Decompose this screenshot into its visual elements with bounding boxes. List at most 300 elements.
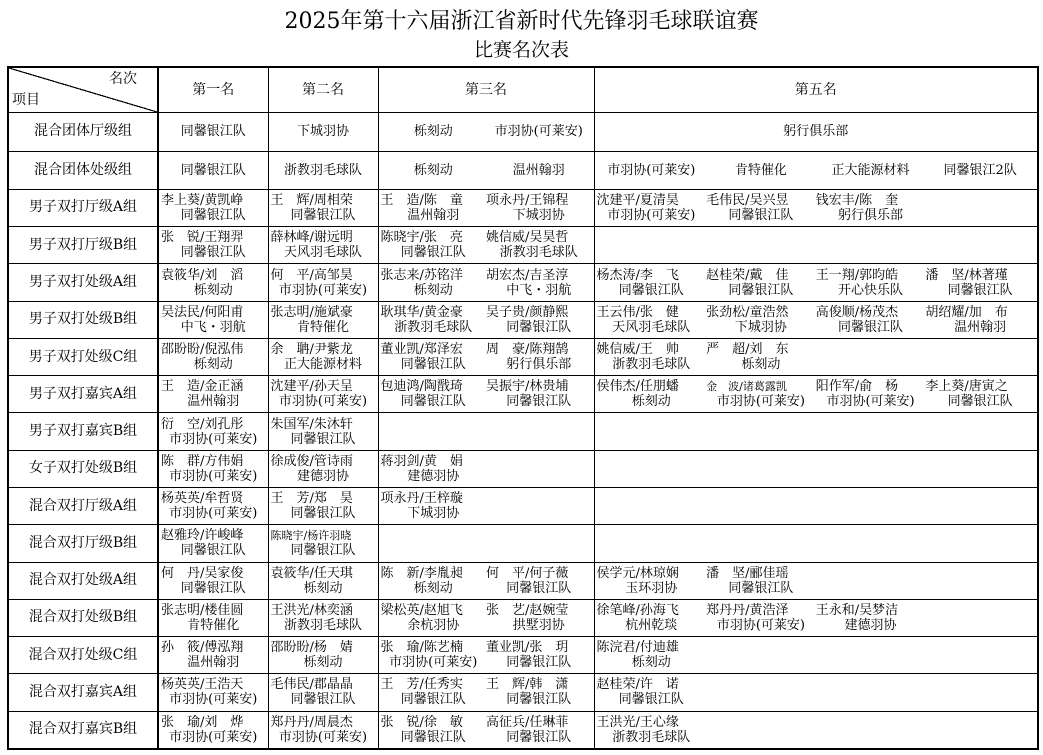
- third-place-entry: [381, 193, 487, 223]
- project-cell: 混合双打处级B组: [8, 599, 158, 636]
- first-place-cell: [158, 487, 268, 524]
- player-names: 何 平/何子薇: [486, 565, 569, 581]
- player-team: 市羽协(可莱安): [278, 282, 368, 298]
- second-place-cell: [268, 599, 378, 636]
- player-names: 余 聃/尹紫龙: [270, 342, 353, 358]
- fifth-place-entries: [597, 677, 1036, 707]
- second-place-entry: [271, 417, 376, 447]
- player-team: 市羽协(可莱安): [389, 655, 478, 671]
- fifth-place-entries: [597, 193, 1036, 223]
- first-place-cell: [158, 674, 268, 711]
- third-place-cell: [378, 338, 594, 375]
- player-names: 吴振宇/林贵埔: [486, 379, 569, 395]
- empty-slot: [925, 677, 1035, 707]
- player-names: 潘 坚/郦佳瑶: [706, 565, 789, 581]
- player-team: 同馨银江队: [728, 580, 794, 596]
- fifth-place-entries: [597, 268, 1036, 298]
- first-place-entry: [161, 566, 266, 596]
- player-names: 薛林峰/谢远明: [270, 230, 353, 246]
- player-team: 栎刻动: [193, 282, 233, 298]
- third-place-entry: [381, 566, 487, 596]
- player-names: 邵盼盼/倪泓伟: [161, 342, 244, 358]
- player-team: 同馨银江队: [618, 282, 684, 298]
- third-place-teams: [381, 124, 592, 139]
- third-place-entry: [381, 640, 487, 670]
- player-team: 栎刻动: [303, 580, 343, 596]
- third-place-entry: [486, 193, 592, 223]
- player-names: 项永丹/王梓璇: [380, 491, 463, 507]
- player-names: 王 造/金正涵: [161, 379, 244, 395]
- third-place-entries: [381, 454, 592, 484]
- third-place-cell: [378, 562, 594, 599]
- second-place-entry: [271, 677, 376, 707]
- player-names: 杨英英/牟哲贤: [161, 491, 244, 507]
- player-names: 沈建平/夏清昊: [596, 192, 679, 208]
- fifth-place-cell: [594, 376, 1038, 413]
- second-place-entry: [271, 454, 376, 484]
- third-place-team: 栎刻动: [413, 124, 453, 140]
- player-team: 下城羽协: [734, 319, 787, 335]
- third-place-cell: [378, 525, 594, 562]
- player-team: 市羽协(可莱安): [169, 506, 258, 522]
- event-row: [8, 525, 1038, 562]
- third-place-entry: [486, 305, 592, 335]
- first-place-cell: [158, 189, 268, 226]
- fifth-place-entry: [706, 305, 816, 335]
- third-place-team: 温州翰羽: [512, 162, 565, 178]
- player-team: 浙教羽毛球队: [394, 319, 473, 335]
- third-place-entries: [381, 379, 592, 409]
- player-names: 邵盼盼/杨 婧: [270, 640, 353, 656]
- player-team: 同馨银江队: [400, 394, 466, 410]
- fifth-place-cell: [594, 189, 1038, 226]
- second-place-cell: [268, 450, 378, 487]
- player-team: 中飞・羽航: [506, 282, 572, 298]
- first-place-cell: [158, 264, 268, 301]
- header-fifth: 第五名: [594, 67, 1038, 113]
- player-team: 市羽协(可莱安): [826, 394, 915, 410]
- player-team: 同馨银江队: [290, 692, 356, 708]
- third-place-cell: [378, 189, 594, 226]
- player-team: 下城羽协: [512, 207, 565, 223]
- first-place-entry: [161, 379, 266, 409]
- third-place-entry: [486, 566, 592, 596]
- player-names: 何 丹/吴家俊: [161, 565, 244, 581]
- player-team: 同馨银江队: [728, 282, 794, 298]
- first-place-entry: [161, 268, 266, 298]
- project-cell: 混合双打厅级B组: [8, 525, 158, 562]
- player-names: 徐笔峰/孙海飞: [596, 602, 679, 618]
- project-cell: 男子双打厅级A组: [8, 189, 158, 226]
- player-team: 同馨银江队: [506, 580, 572, 596]
- fifth-place-entry: [597, 268, 707, 298]
- second-place-cell: [268, 264, 378, 301]
- player-names: 董业凯/张 玥: [486, 640, 569, 656]
- player-team: 余杭羽协: [407, 617, 460, 633]
- fifth-place-entry: [816, 305, 926, 335]
- first-place-entry: [161, 305, 266, 335]
- fifth-place-entry: [706, 566, 816, 596]
- fifth-place-cell: [594, 301, 1038, 338]
- empty-slot: [816, 677, 926, 707]
- fifth-place-entries: [597, 603, 1036, 633]
- player-names: 赵桂荣/戴 佳: [706, 267, 789, 283]
- player-team: 躬行俱乐部: [838, 207, 904, 223]
- fifth-place-entry: [706, 193, 816, 223]
- third-place-entry: [381, 454, 487, 484]
- third-place-cell: [378, 227, 594, 264]
- third-place-entries: [381, 677, 592, 707]
- fifth-place-entry: [925, 268, 1035, 298]
- player-names: 袁筱华/任天琪: [270, 565, 353, 581]
- fifth-place-entries: [597, 715, 1036, 745]
- team-row: [8, 151, 1038, 189]
- player-names: 王 辉/周相荣: [270, 192, 353, 208]
- second-place-cell: [268, 338, 378, 375]
- header-third: 第三名: [378, 67, 594, 113]
- player-team: 同馨银江队: [618, 692, 684, 708]
- second-place-entry: [271, 715, 376, 745]
- player-names: 毛伟民/吴兴昱: [706, 192, 789, 208]
- second-place-entry: [271, 566, 376, 596]
- player-names: 侯学元/林琼娴: [596, 565, 679, 581]
- fifth-place-cell: [594, 413, 1038, 450]
- header-rank-label: 名次: [109, 71, 137, 87]
- player-names: 张 艺/赵婉莹: [486, 602, 569, 618]
- document-subtitle: 比赛名次表: [473, 39, 569, 61]
- first-place-entry: [161, 193, 266, 223]
- player-names: 张志明/楼佳圆: [161, 602, 244, 618]
- third-place-teams: [381, 163, 592, 178]
- player-names: 金 波/诸葛露凯: [706, 380, 787, 394]
- player-names: 陈浣君/付迪雄: [596, 640, 679, 656]
- second-place-entry: [271, 230, 376, 260]
- document-title: 2025年第十六届浙江省新时代先锋羽毛球联谊赛: [284, 9, 759, 34]
- player-names: 王永和/吴梦洁: [815, 602, 899, 618]
- player-names: 阳作军/俞 杨: [815, 379, 899, 395]
- player-names: 赵雅玲/许峻峰: [161, 528, 244, 544]
- fifth-place-team: 正大能源材料: [831, 162, 910, 178]
- third-place-cell: [378, 301, 594, 338]
- player-team: 同馨银江队: [180, 580, 246, 596]
- player-team: 市羽协(可莱安): [607, 207, 696, 223]
- third-place-cell: [378, 264, 594, 301]
- player-team: 肯特催化: [296, 319, 349, 335]
- player-names: 徐成俊/管诗雨: [270, 453, 353, 469]
- fifth-place-cell: [594, 338, 1038, 375]
- player-names: 张 瑜/陈艺楠: [380, 640, 463, 656]
- first-place-entry: [161, 342, 266, 372]
- empty-slot: [816, 566, 926, 596]
- header-row: [8, 67, 1038, 113]
- fifth-place-entry: [597, 193, 707, 223]
- third-place-entry: [381, 268, 487, 298]
- player-team: 市羽协(可莱安): [169, 468, 258, 484]
- third-place-entries: [381, 603, 592, 633]
- empty-slot: [486, 491, 592, 521]
- player-team: 开心快乐队: [838, 282, 904, 298]
- player-names: 姚信威/王 帅: [596, 342, 679, 358]
- ranking-table: [7, 66, 1039, 750]
- second-place-cell: [268, 525, 378, 562]
- player-team: 同馨银江队: [506, 655, 572, 671]
- player-names: 张志明/施斌豪: [270, 304, 353, 320]
- second-place-team: 浙教羽毛球队: [268, 151, 378, 189]
- player-team: 市羽协(可莱安): [716, 617, 806, 633]
- first-place-cell: [158, 450, 268, 487]
- player-names: 高俊顺/杨茂杰: [815, 304, 899, 320]
- fifth-place-team: 肯特催化: [734, 162, 787, 178]
- third-place-entries: [381, 230, 592, 260]
- second-place-cell: [268, 227, 378, 264]
- player-names: 陈 新/李胤昶: [380, 565, 463, 581]
- fifth-place-entry: [706, 268, 816, 298]
- second-place-entry: [271, 193, 376, 223]
- player-names: 陈晓宇/杨许羽晓: [270, 529, 352, 543]
- player-team: 杭州乾琰: [625, 617, 678, 633]
- fifth-place-entry: [925, 379, 1035, 409]
- empty-slot: [816, 640, 926, 670]
- first-place-entry: [161, 491, 266, 521]
- third-place-entry: [486, 268, 592, 298]
- player-names: 侯伟杰/任朋蟠: [596, 379, 679, 395]
- player-team: 同馨银江队: [506, 729, 572, 745]
- header-first: 第一名: [158, 67, 268, 113]
- player-names: 李上葵/黄凯峥: [161, 192, 244, 208]
- fifth-place-cell: [594, 525, 1038, 562]
- event-row: [8, 338, 1038, 375]
- fifth-place-cell: [594, 599, 1038, 636]
- second-place-cell: [268, 301, 378, 338]
- fifth-place-teams: [597, 124, 1036, 139]
- player-names: 王云伟/张 健: [596, 304, 679, 320]
- project-cell: 混合团体处级组: [8, 151, 158, 189]
- second-place-entry: [271, 640, 376, 670]
- project-cell: 混合双打厅级A组: [8, 487, 158, 524]
- first-place-team: 同馨银江队: [158, 113, 268, 151]
- player-team: 市羽协(可莱安): [278, 394, 368, 410]
- first-place-cell: [158, 301, 268, 338]
- player-names: 梁松英/赵旭飞: [380, 602, 463, 618]
- first-place-entry: [161, 640, 266, 670]
- player-names: 蒋羽剑/黄 娟: [380, 453, 463, 469]
- third-place-entry: [381, 491, 487, 521]
- fifth-place-teams: [597, 163, 1036, 178]
- second-place-entry: [271, 268, 376, 298]
- player-team: 市羽协(可莱安): [169, 729, 258, 745]
- player-team: 下城羽协: [407, 506, 460, 522]
- fifth-place-entry: [597, 379, 707, 409]
- player-team: 同馨银江队: [947, 394, 1013, 410]
- second-place-cell: [268, 487, 378, 524]
- player-names: 王 芳/郑 昊: [270, 491, 353, 507]
- player-team: 同馨银江队: [506, 394, 572, 410]
- player-names: 杨英英/王浩天: [161, 677, 244, 693]
- fifth-place-cell: [594, 637, 1038, 674]
- third-place-team: 栎刻动: [413, 162, 453, 178]
- event-row: [8, 562, 1038, 599]
- player-team: 同馨银江队: [400, 692, 466, 708]
- project-cell: 混合双打嘉宾B组: [8, 711, 158, 749]
- project-cell: 男子双打处级C组: [8, 338, 158, 375]
- player-names: 李上葵/唐寅之: [925, 379, 1008, 395]
- fifth-place-team: 同馨银江2队: [943, 162, 1017, 178]
- player-names: 高征兵/任琳菲: [486, 714, 569, 730]
- second-place-cell: [268, 413, 378, 450]
- player-team: 栎刻动: [631, 655, 671, 671]
- player-team: 同馨银江队: [180, 207, 246, 223]
- first-place-entry: [161, 454, 266, 484]
- player-team: 浙教羽毛球队: [612, 729, 691, 745]
- project-cell: 男子双打嘉宾A组: [8, 376, 158, 413]
- player-names: 钱宏丰/陈 奎: [815, 192, 899, 208]
- player-team: 栎刻动: [413, 580, 453, 596]
- first-place-entry: [161, 230, 266, 260]
- player-names: 陈 群/方伟娟: [161, 453, 244, 469]
- player-team: 栎刻动: [303, 655, 343, 671]
- third-place-entry: [381, 230, 487, 260]
- fifth-place-cell: [594, 264, 1038, 301]
- fifth-place-entry: [706, 603, 816, 633]
- fifth-place-cell: [594, 674, 1038, 711]
- second-place-entry: [271, 491, 376, 521]
- event-row: [8, 264, 1038, 301]
- player-names: 吴子贵/颜静熙: [486, 304, 569, 320]
- second-place-cell: [268, 189, 378, 226]
- third-place-cell: [378, 450, 594, 487]
- player-names: 张 锐/徐 敏: [380, 714, 463, 730]
- third-place-cell: [378, 674, 594, 711]
- player-team: 中飞・羽航: [180, 319, 246, 335]
- third-place-cell: [378, 637, 594, 674]
- third-place-cell: [378, 151, 594, 189]
- third-place-entries: [381, 305, 592, 335]
- player-names: 王 造/陈 童: [380, 192, 463, 208]
- fifth-place-entry: [706, 379, 816, 409]
- player-names: 胡宏杰/吉圣淳: [486, 267, 569, 283]
- player-team: 同馨银江队: [290, 207, 356, 223]
- project-cell: 男子双打处级A组: [8, 264, 158, 301]
- player-team: 温州翰羽: [407, 207, 460, 223]
- player-team: 同馨银江队: [290, 431, 356, 447]
- player-names: 周 豪/陈翔鹄: [486, 342, 569, 358]
- header-project-label: 项目: [12, 92, 40, 109]
- fifth-place-entry: [597, 603, 707, 633]
- player-team: 浙教羽毛球队: [283, 617, 362, 633]
- player-names: 赵桂荣/许 诺: [596, 677, 679, 693]
- fifth-place-cell: [594, 450, 1038, 487]
- first-place-entry: [161, 715, 266, 745]
- third-place-cell: [378, 413, 594, 450]
- player-team: 建德羽协: [844, 617, 897, 633]
- player-names: 包迪鸿/陶戬琦: [380, 379, 463, 395]
- event-row: [8, 674, 1038, 711]
- fifth-place-entry: [597, 640, 707, 670]
- player-names: 姚信威/吴昊哲: [486, 230, 569, 246]
- empty-slot: [925, 715, 1035, 745]
- first-place-team: 同馨银江队: [158, 151, 268, 189]
- player-names: 王 芳/任秀实: [380, 677, 463, 693]
- empty-slot: [486, 454, 592, 484]
- third-place-entry: [381, 379, 487, 409]
- third-place-cell: [378, 376, 594, 413]
- player-names: 衍 空/刘孔彤: [161, 416, 244, 432]
- player-names: 耿琪华/黄金豪: [380, 304, 463, 320]
- first-place-cell: [158, 599, 268, 636]
- third-place-cell: [378, 487, 594, 524]
- fifth-place-entry: [597, 305, 707, 335]
- event-row: [8, 189, 1038, 226]
- empty-slot: [706, 640, 816, 670]
- player-team: 同馨银江队: [506, 692, 572, 708]
- player-names: 王洪光/林奕涵: [270, 602, 353, 618]
- third-place-entry: [486, 342, 592, 372]
- project-cell: 混合双打嘉宾A组: [8, 674, 158, 711]
- player-team: 栎刻动: [413, 282, 453, 298]
- header-second: 第二名: [268, 67, 378, 113]
- player-team: 同馨银江队: [400, 357, 466, 373]
- fifth-place-cell: [594, 113, 1038, 151]
- third-place-cell: [378, 711, 594, 749]
- third-place-entries: [381, 342, 592, 372]
- second-place-entry: [271, 379, 376, 409]
- third-place-entries: [381, 715, 592, 745]
- fifth-place-entry: [597, 677, 707, 707]
- player-team: 同馨银江队: [290, 543, 356, 559]
- first-place-cell: [158, 637, 268, 674]
- player-team: 市羽协(可莱安): [169, 431, 258, 447]
- third-place-cell: [378, 113, 594, 151]
- player-names: 郑丹丹/周晨杰: [270, 714, 353, 730]
- player-team: 市羽协(可莱安): [716, 394, 806, 410]
- third-place-entry: [381, 715, 487, 745]
- fifth-place-entries: [597, 640, 1036, 670]
- third-place-entry: [486, 230, 592, 260]
- fifth-place-cell: [594, 227, 1038, 264]
- header-diagonal-cell: [8, 67, 158, 113]
- player-team: 肯特催化: [187, 617, 240, 633]
- fifth-place-entries: [597, 342, 1036, 372]
- second-place-entry: [271, 528, 376, 558]
- event-row: [8, 637, 1038, 674]
- fifth-place-team: 躬行俱乐部: [783, 124, 849, 140]
- player-team: 栎刻动: [193, 357, 233, 373]
- player-names: 张 锐/王翔羿: [161, 230, 244, 246]
- third-place-entry: [486, 677, 592, 707]
- third-place-entry: [486, 379, 592, 409]
- second-place-entry: [271, 305, 376, 335]
- player-names: 潘 坚/林著瑾: [925, 267, 1008, 283]
- player-team: 浙教羽毛球队: [499, 245, 578, 261]
- player-team: 同馨银江队: [506, 319, 572, 335]
- second-place-cell: [268, 376, 378, 413]
- first-place-cell: [158, 711, 268, 749]
- project-cell: 混合双打处级A组: [8, 562, 158, 599]
- first-place-entry: [161, 417, 266, 447]
- player-team: 建德羽协: [296, 468, 349, 484]
- third-place-entries: [381, 640, 592, 670]
- fifth-place-entry: [597, 715, 707, 745]
- player-names: 胡绍耀/加 布: [925, 304, 1008, 320]
- player-team: 同馨银江队: [290, 506, 356, 522]
- fifth-place-entry: [816, 268, 926, 298]
- player-names: 张劲松/童浩然: [706, 304, 789, 320]
- fifth-place-entries: [597, 379, 1036, 409]
- event-row: [8, 450, 1038, 487]
- player-names: 毛伟民/郡晶晶: [270, 677, 353, 693]
- third-place-entry: [486, 640, 592, 670]
- first-place-cell: [158, 338, 268, 375]
